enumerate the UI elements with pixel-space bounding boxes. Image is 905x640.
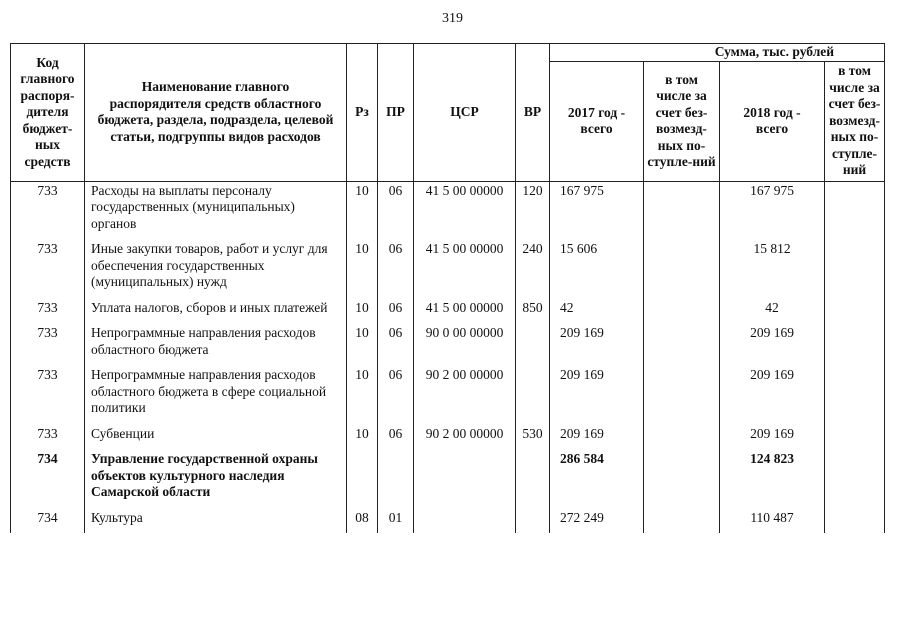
- cell-code: 733: [11, 365, 85, 424]
- cell-incl-2017: [644, 181, 720, 239]
- cell-incl-2017: [644, 365, 720, 424]
- budget-table: [10, 43, 885, 533]
- cell-code: 733: [11, 239, 85, 298]
- table-row: [11, 365, 885, 424]
- cell-total-2018: 209 169: [720, 323, 825, 365]
- table-row: [11, 508, 885, 534]
- cell-code: 734: [11, 508, 85, 534]
- cell-total-2017: 286 584: [550, 449, 644, 508]
- cell-name: Непрограммные направления расходов областного бюджета: [85, 323, 347, 365]
- table-row: [11, 181, 885, 239]
- cell-csr: 41 5 00 00000: [414, 298, 516, 324]
- cell-name: Управление государственной охраны объектов культурного наследия Самарской области: [85, 449, 347, 508]
- cell-csr: [414, 449, 516, 508]
- cell-csr: 41 5 00 00000: [414, 239, 516, 298]
- cell-csr: 90 2 00 00000: [414, 365, 516, 424]
- cell-incl-2017: [644, 323, 720, 365]
- cell-total-2018: 124 823: [720, 449, 825, 508]
- cell-vr: [516, 449, 550, 508]
- cell-name: Иные закупки товаров, работ и услуг для обеспечения государственных (муниципальных) нужд: [85, 239, 347, 298]
- cell-rz: 10: [347, 424, 378, 450]
- cell-rz: [347, 449, 378, 508]
- cell-vr: 240: [516, 239, 550, 298]
- cell-incl-2017: [644, 449, 720, 508]
- cell-incl-2018: [825, 449, 885, 508]
- cell-total-2018: 110 487: [720, 508, 825, 534]
- cell-total-2018: 42: [720, 298, 825, 324]
- cell-pr: 01: [378, 508, 414, 534]
- header-total-2018: 2018 год - всего: [720, 61, 825, 181]
- cell-rz: 10: [347, 365, 378, 424]
- cell-incl-2018: [825, 298, 885, 324]
- cell-rz: 08: [347, 508, 378, 534]
- cell-name: Уплата налогов, сборов и иных платежей: [85, 298, 347, 324]
- cell-code: 733: [11, 424, 85, 450]
- cell-total-2017: 42: [550, 298, 644, 324]
- table-row: [11, 424, 885, 450]
- cell-rz: 10: [347, 239, 378, 298]
- page-number: 319: [442, 11, 463, 26]
- cell-total-2018: 167 975: [720, 181, 825, 239]
- cell-total-2017: 167 975: [550, 181, 644, 239]
- cell-code: 733: [11, 323, 85, 365]
- cell-incl-2018: [825, 323, 885, 365]
- cell-total-2018: 15 812: [720, 239, 825, 298]
- table-row: [11, 323, 885, 365]
- header-incl-2017: в том числе за счет без-возмезд-ных по-ступле-ний: [644, 61, 720, 181]
- cell-pr: [378, 449, 414, 508]
- cell-name: Субвенции: [85, 424, 347, 450]
- cell-vr: 530: [516, 424, 550, 450]
- table-row: [11, 239, 885, 298]
- cell-rz: 10: [347, 181, 378, 239]
- cell-total-2017: 15 606: [550, 239, 644, 298]
- cell-incl-2017: [644, 424, 720, 450]
- table-body: [11, 181, 885, 533]
- cell-vr: 120: [516, 181, 550, 239]
- header-csr: ЦСР: [414, 44, 516, 182]
- header-name: Наименование главного распорядителя средств областного бюджета, раздела, подраздела, целевой статьи, подгруппы видов расходов: [85, 44, 347, 182]
- cell-pr: 06: [378, 298, 414, 324]
- cell-pr: 06: [378, 181, 414, 239]
- cell-csr: 90 0 00 00000: [414, 323, 516, 365]
- cell-incl-2017: [644, 298, 720, 324]
- header-total-2017: 2017 год - всего: [550, 61, 644, 181]
- header-vr: ВР: [516, 44, 550, 182]
- cell-total-2017: 209 169: [550, 323, 644, 365]
- cell-total-2018: 209 169: [720, 365, 825, 424]
- table-row: [11, 298, 885, 324]
- cell-incl-2018: [825, 424, 885, 450]
- cell-incl-2018: [825, 508, 885, 534]
- cell-incl-2017: [644, 239, 720, 298]
- cell-name: Расходы на выплаты персоналу государственных (муниципальных) органов: [85, 181, 347, 239]
- cell-vr: [516, 508, 550, 534]
- header-rz: Рз: [347, 44, 378, 182]
- cell-incl-2018: [825, 239, 885, 298]
- cell-incl-2017: [644, 508, 720, 534]
- cell-vr: [516, 365, 550, 424]
- header-pr: ПР: [378, 44, 414, 182]
- cell-total-2017: 209 169: [550, 424, 644, 450]
- cell-name: Культура: [85, 508, 347, 534]
- cell-pr: 06: [378, 239, 414, 298]
- table-row: [11, 449, 885, 508]
- cell-code: 733: [11, 181, 85, 239]
- cell-pr: 06: [378, 323, 414, 365]
- cell-pr: 06: [378, 365, 414, 424]
- cell-incl-2018: [825, 181, 885, 239]
- cell-pr: 06: [378, 424, 414, 450]
- cell-rz: 10: [347, 323, 378, 365]
- header-code: Код главного распоря-дителя бюджет-ных средств: [11, 44, 85, 182]
- cell-csr: 90 2 00 00000: [414, 424, 516, 450]
- header-sum-group: Сумма, тыс. рублей: [550, 44, 885, 62]
- cell-code: 733: [11, 298, 85, 324]
- cell-csr: [414, 508, 516, 534]
- cell-total-2018: 209 169: [720, 424, 825, 450]
- cell-incl-2018: [825, 365, 885, 424]
- cell-rz: 10: [347, 298, 378, 324]
- cell-total-2017: 209 169: [550, 365, 644, 424]
- cell-total-2017: 272 249: [550, 508, 644, 534]
- cell-vr: [516, 323, 550, 365]
- cell-csr: 41 5 00 00000: [414, 181, 516, 239]
- cell-vr: 850: [516, 298, 550, 324]
- header-incl-2018: в том числе за счет без-возмезд-ных по-ступле-ний: [825, 61, 885, 181]
- cell-name: Непрограммные направления расходов областного бюджета в сфере социальной политики: [85, 365, 347, 424]
- cell-code: 734: [11, 449, 85, 508]
